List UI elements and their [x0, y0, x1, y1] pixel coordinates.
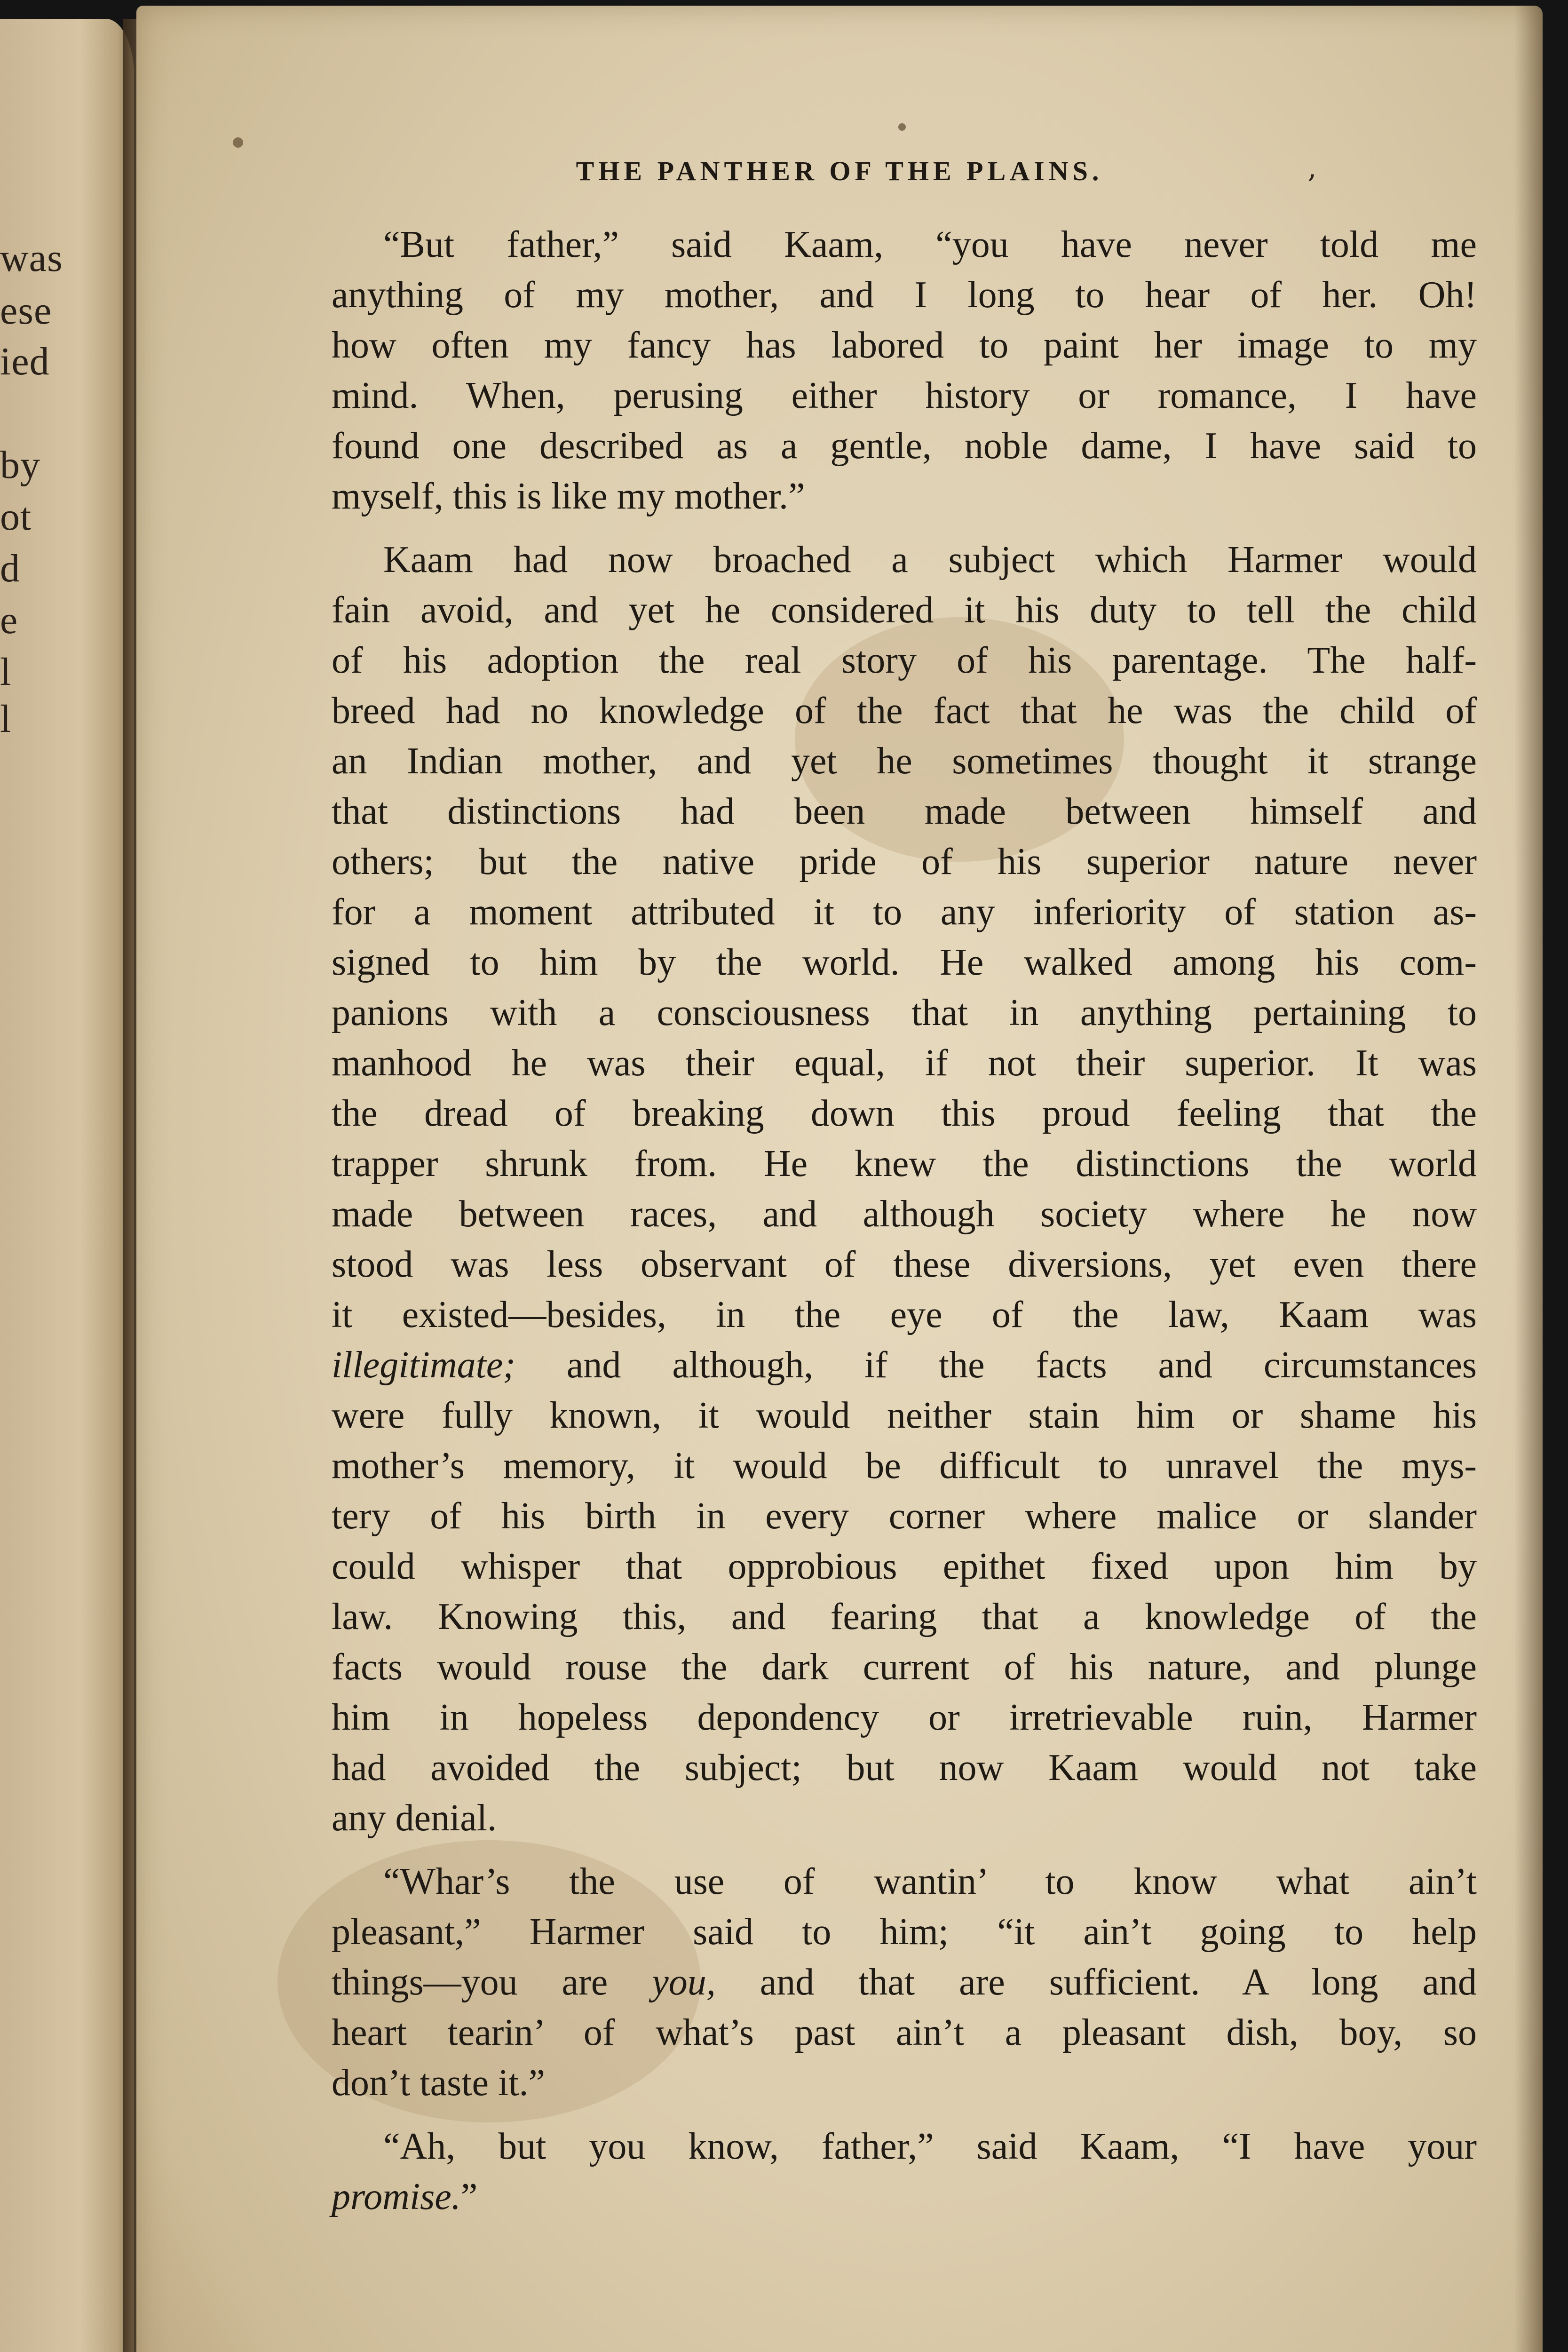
text-line: manhood he was their equal, if not their superior. It was	[332, 1042, 1477, 1084]
text-line: any denial.	[332, 1797, 497, 1839]
text-run: and that are sufficient. A long and	[715, 1962, 1477, 2003]
text-line: the dread of breaking down this proud feeling that the	[332, 1093, 1477, 1134]
text-line	[332, 1340, 1477, 1391]
paragraph	[332, 220, 1477, 522]
text-run: things—you are	[332, 1962, 652, 2003]
text-line: for a moment attributed it to any inferiority of station as-	[332, 891, 1477, 933]
italic-word: you,	[652, 1962, 716, 2003]
text-line: “But father,” said Kaam, “you have never told me	[383, 224, 1477, 265]
text-line: made between races, and although society where he now	[332, 1193, 1477, 1235]
text-line: were fully known, it would neither stain him or shame his	[332, 1395, 1477, 1436]
text-line: heart tearin’ of what’s past ain’t a pleasant dish, boy, so	[332, 2012, 1477, 2053]
text-line: how often my fancy has labored to paint her image to my	[332, 325, 1477, 366]
paragraph	[332, 535, 1477, 1843]
facing-page-fragment: ese	[0, 289, 52, 333]
text-line: signed to him by the world. He walked among his com-	[332, 942, 1477, 983]
text-line: had avoided the subject; but now Kaam would not take	[332, 1747, 1477, 1788]
text-line: of his adoption the real story of his parentage. The half-	[332, 640, 1477, 681]
facing-page-fragment: was	[0, 236, 63, 280]
facing-page-fragment: e	[0, 598, 18, 642]
facing-page-strip	[0, 19, 134, 2352]
body-text	[332, 220, 1477, 2222]
facing-page-fragment: ot	[0, 495, 32, 539]
text-line: that distinctions had been made between himself and	[332, 791, 1477, 832]
text-line: it existed—besides, in the eye of the law, Kaam was	[332, 1294, 1477, 1335]
italic-word: promise.	[332, 2176, 461, 2217]
facing-page-fragment: d	[0, 547, 20, 590]
text-run: ”	[460, 2176, 478, 2217]
text-line: Kaam had now broached a subject which Harmer would	[383, 539, 1477, 580]
text-line: him in hopeless depondency or irretrievable ruin, Harmer	[332, 1697, 1477, 1738]
page-edge-shadow	[1514, 6, 1543, 2352]
text-line: an Indian mother, and yet he sometimes thought it strange	[332, 740, 1477, 782]
ink-spot	[898, 123, 906, 131]
paragraph	[332, 1857, 1477, 2108]
facing-page-fragment: l	[0, 697, 12, 741]
text-line: fain avoid, and yet he considered it his duty to tell the child	[332, 589, 1477, 631]
text-line: facts would rouse the dark current of his nature, and plunge	[332, 1646, 1477, 1688]
text-line	[332, 1957, 1477, 2008]
running-head: THE PANTHER OF THE PLAINS.	[576, 156, 1103, 186]
text-line: pleasant,” Harmer said to him; “it ain’t going to help	[332, 1911, 1477, 1953]
text-line: trapper shrunk from. He knew the distinctions the world	[332, 1143, 1477, 1184]
text-line: “Ah, but you know, father,” said Kaam, “I have your	[383, 2126, 1477, 2167]
text-line: stood was less observant of these diversions, yet even there	[332, 1244, 1477, 1285]
facing-page-fragment: ied	[0, 340, 50, 383]
text-line: law. Knowing this, and fearing that a knowledge of the	[332, 1596, 1477, 1637]
text-line: found one described as a gentle, noble dame, I have said to	[332, 425, 1477, 467]
text-line: mind. When, perusing either history or romance, I have	[332, 375, 1477, 416]
italic-word: illegitimate;	[332, 1344, 516, 1386]
text-line: panions with a consciousness that in anything pertaining to	[332, 992, 1477, 1033]
text-line: myself, this is like my mother.”	[332, 476, 805, 517]
text-line: mother’s memory, it would be difficult to unravel the mys-	[332, 1445, 1477, 1486]
facing-page-fragment: by	[0, 443, 40, 487]
text-line	[332, 2172, 1477, 2222]
corner-mark: ‚	[1307, 151, 1317, 184]
book-page	[136, 6, 1543, 2352]
ink-spot	[233, 137, 243, 148]
text-line: “Whar’s the use of wantin’ to know what ain’t	[383, 1861, 1477, 1902]
text-line: don’t taste it.”	[332, 2062, 545, 2104]
text-line: tery of his birth in every corner where malice or slander	[332, 1495, 1477, 1537]
paragraph	[332, 2122, 1477, 2222]
text-line: anything of my mother, and I long to hear of her. Oh!	[332, 274, 1477, 316]
text-line: could whisper that opprobious epithet fixed upon him by	[332, 1546, 1477, 1587]
text-run: and although, if the facts and circumstances	[515, 1344, 1477, 1386]
text-line: others; but the native pride of his superior nature never	[332, 841, 1477, 882]
facing-page-fragment: l	[0, 650, 12, 694]
text-line: breed had no knowledge of the fact that he was the child of	[332, 690, 1477, 731]
